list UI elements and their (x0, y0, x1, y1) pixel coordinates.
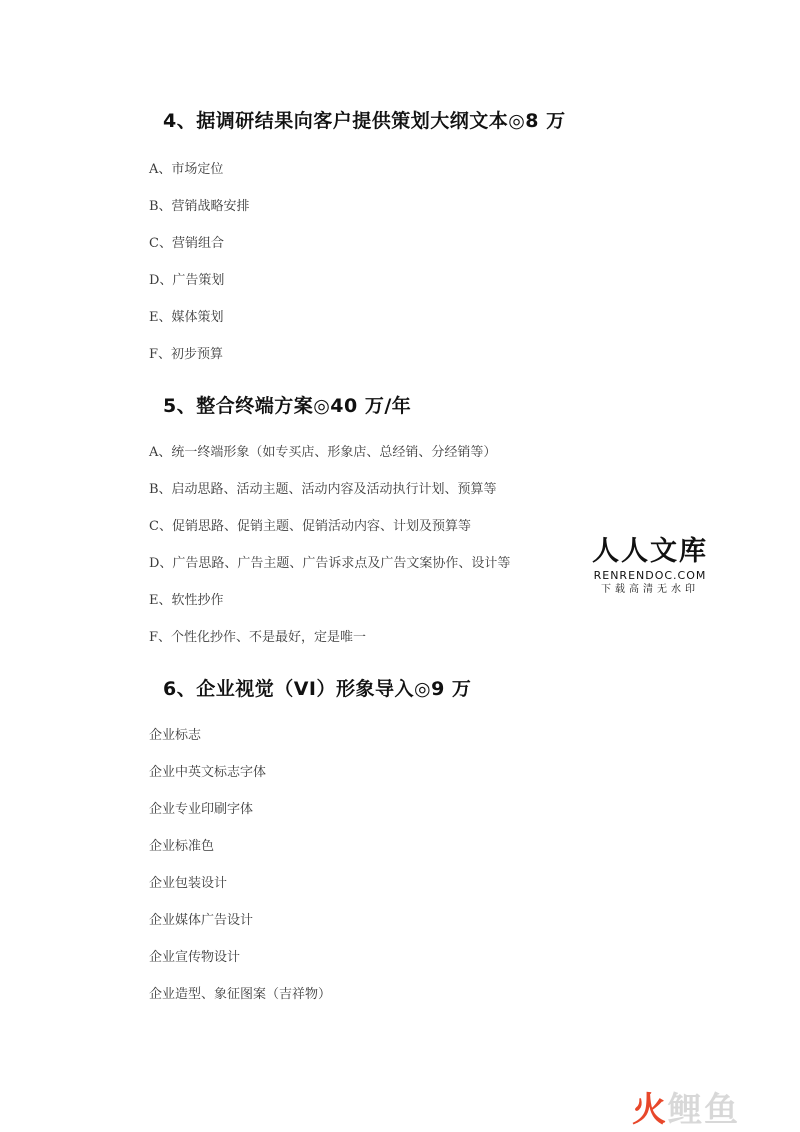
list-item: 企业媒体广告设计 (149, 913, 254, 928)
list-item: 企业专业印刷字体 (149, 802, 254, 817)
list-item: E、媒体策划 (149, 310, 224, 325)
list-item: B、营销战略安排 (149, 199, 250, 214)
list-item: 企业标志 (149, 728, 202, 743)
logo-accent-char: 火 (632, 1090, 668, 1130)
watermark-url: RENRENDOC.COM (593, 569, 707, 582)
list-item: D、广告策划 (149, 273, 225, 288)
section-heading-4: 4、据调研结果向客户提供策划大纲文本◎8 万 (163, 110, 566, 132)
section-heading-5: 5、整合终端方案◎40 万/年 (163, 395, 412, 417)
logo-rest-chars: 鲤鱼 (668, 1090, 740, 1130)
section-heading-6: 6、企业视觉（VI）形象导入◎9 万 (163, 678, 472, 700)
list-item: 企业标准色 (149, 839, 215, 854)
list-item: E、软性抄作 (149, 593, 224, 608)
list-item: A、市场定位 (149, 162, 224, 177)
list-item: 企业中英文标志字体 (149, 765, 267, 780)
watermark-title: 人人文库 (592, 536, 708, 567)
list-item: 企业宣传物设计 (149, 950, 241, 965)
list-item: F、初步预算 (149, 347, 224, 362)
watermark-subtitle: 下载高清无水印 (601, 584, 699, 595)
list-item: B、启动思路、活动主题、活动内容及活动执行计划、预算等 (149, 482, 497, 497)
list-item: 企业造型、象征图案（吉祥物） (149, 987, 332, 1002)
list-item: D、广告思路、广告主题、广告诉求点及广告文案协作、设计等 (149, 556, 511, 571)
list-item: C、营销组合 (149, 236, 224, 251)
list-item: F、个性化抄作、不是最好，定是唯一 (149, 630, 367, 645)
list-item: 企业包装设计 (149, 876, 228, 891)
renrendoc-watermark (586, 535, 714, 597)
huoliyu-logo (632, 1082, 740, 1131)
list-item: C、促销思路、促销主题、促销活动内容、计划及预算等 (149, 519, 471, 534)
list-item: A、统一终端形象（如专买店、形象店、总经销、分经销等） (149, 445, 497, 460)
